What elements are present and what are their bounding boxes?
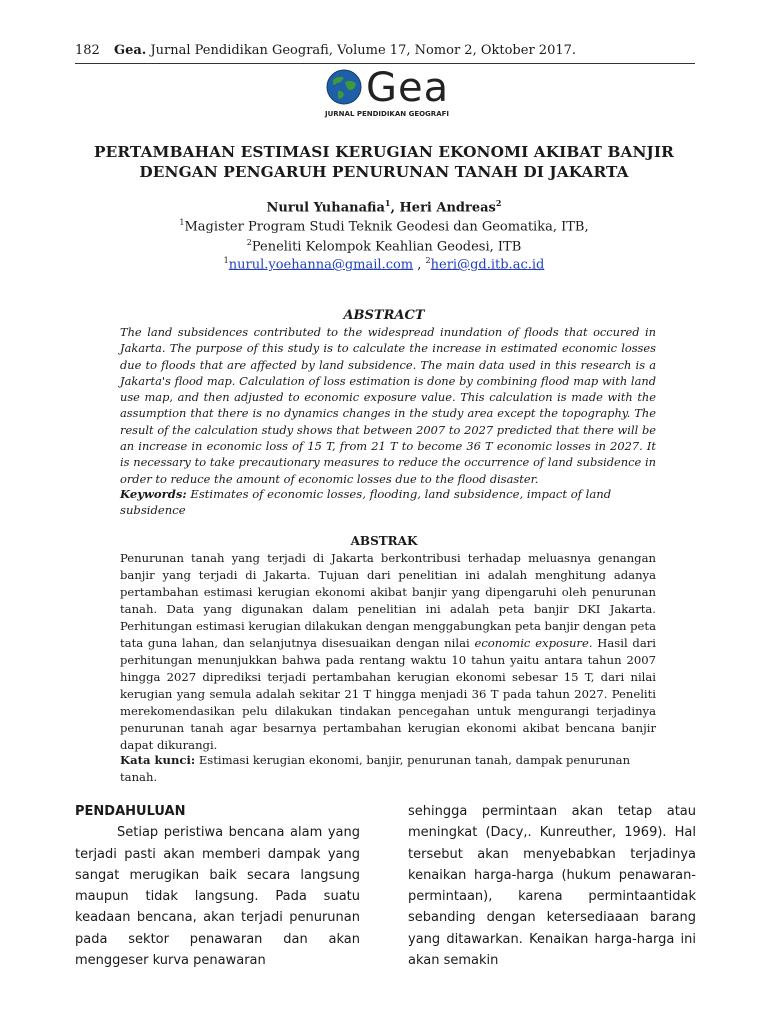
- logo-subtitle: JURNAL PENDIDIKAN GEOGRAFI: [324, 110, 449, 118]
- paper-title: [60, 142, 708, 182]
- author-separator: ,: [390, 200, 400, 216]
- body-column-left: [75, 801, 360, 971]
- kata-kunci-text: Estimasi kerugian ekonomi, banjir, penurunan tanah, dampak penurunan tanah.: [120, 753, 631, 784]
- affiliation-1-sup: 1: [179, 218, 185, 227]
- intro-paragraph-left: Setiap peristiwa bencana alam yang terjadi pasti akan memberi dampak yang sangat merugikan baik secara langsung maupun tidak langsung. Pada suatu keadaan bencana, akan terjadi penurunan pada sektor penawaran dan akan menggeser kurva penawaran: [75, 825, 360, 969]
- affiliation-1: [60, 218, 708, 234]
- email-separator: ,: [413, 257, 426, 273]
- abstrak-italic-term: economic exposure.: [474, 636, 593, 650]
- running-header: [75, 43, 695, 58]
- author-line: [60, 198, 708, 215]
- email-line: [60, 256, 708, 272]
- author-1-sup: 1: [384, 198, 391, 208]
- abstrak-text-2: Hasil dari perhitungan menunjukkan bahwa pada rentang waktu 10 tahun yaitu antara tahun 2007 hingga 2027 diprediksi terjadi pertambahan kerugian ekonomi sebesar 15 T, dari nilai kerugian yang semula adalah sekitar 21 T hingga menjadi 36 T pada tahun 2027. Peneliti merekomendasikan pelu dilakukan tindakan pencegahan untuk mengurangi terjadinya penurunan tanah agar besarnya pertambahan kerugian ekonomi akibat bencana banjir dapat dikurangi.: [120, 636, 656, 752]
- journal-citation: Jurnal Pendidikan Geografi, Volume 17, Nomor 2, Oktober 2017.: [150, 43, 577, 58]
- abstract-body: The land subsidences contributed to the widespread inundation of floods that occured in Jakarta. The purpose of this study is to calculate the increase in estimated economic losses due to floods that are affected by land subsidence. The main data used in this research is a Jakarta's flood map. Calculation of loss estimation is done by combining flood map with land use map, and then adjusted to economic exposure value. This calculation is made with the assumption that there is no dynamics changes in the study area except the topography. The result of the calculation study shows that between 2007 to 2027 predicted that there will be an increase in economic loss of 15 T, from 21 T to become 36 T economic losses in 2027. It is necessary to take precautionary measures to reduce the occurrence of land subsidence in order to reduce the amount of economic losses due to the flood disaster.: [120, 325, 656, 486]
- email-1-link[interactable]: nurul.yoehanna@gmail.com: [228, 257, 414, 273]
- email-2-sup: 2: [425, 256, 431, 265]
- abstract-keywords: [120, 486, 656, 518]
- journal-logo: [322, 67, 452, 125]
- keywords-text: Estimates of economic losses, flooding, land subsidence, impact of land subsidence: [120, 487, 612, 517]
- email-1-sup: 1: [223, 256, 229, 265]
- journal-brand: Gea.: [113, 43, 147, 58]
- body-column-right: [408, 801, 696, 971]
- keywords-label: Keywords:: [120, 487, 187, 501]
- email-2-link[interactable]: heri@gd.itb.ac.id: [430, 257, 545, 273]
- affiliation-1-text: Magister Program Studi Teknik Geodesi dan Geomatika, ITB,: [184, 219, 589, 235]
- abstrak-text-1: Penurunan tanah yang terjadi di Jakarta berkontribusi terhadap meluasnya genangan banjir yang terjadi di Jakarta. Tujuan dari penelitian ini adalah menghitung adanya pertambahan estimasi kerugian ekonomi akibat banjir yang dipengaruhi oleh penurunan tanah. Data yang digunakan dalam penelitian ini adalah peta banjir DKI Jakarta. Perhitungan estimasi kerugian dilakukan dengan menggabungkan peta banjir dengan peta tata guna lahan, dan selanjutnya disesuaikan dengan nilai: [120, 551, 656, 650]
- section-heading: PENDAHULUAN: [75, 804, 186, 819]
- title-line-2: DENGAN PENGARUH PENURUNAN TANAH DI JAKARTA: [139, 163, 629, 181]
- abstrak-body: [120, 550, 656, 754]
- abstract-heading: ABSTRACT: [343, 308, 425, 323]
- author-1: Nurul Yuhanafia: [266, 200, 385, 216]
- logo-wordmark: Gea: [366, 65, 450, 111]
- abstrak-keywords: [120, 752, 656, 786]
- title-line-1: PERTAMBAHAN ESTIMASI KERUGIAN EKONOMI AKIBAT BANJIR: [94, 143, 674, 161]
- author-2-sup: 2: [495, 198, 502, 208]
- author-2: Heri Andreas: [399, 200, 496, 216]
- affiliation-2-sup: 2: [246, 238, 252, 247]
- intro-paragraph-right: sehingga permintaan akan tetap atau meningkat (Dacy,. Kunreuther, 1969). Hal tersebut akan menyebabkan terjadinya kenaikan harga-harga (hukum penawaran-permintaan), karena permintaantidak sebanding dengan ketersediaaan barang yang ditawarkan. Kenaikan harga-harga ini akan semakin: [408, 804, 696, 969]
- abstrak-heading: ABSTRAK: [350, 534, 418, 548]
- kata-kunci-label: Kata kunci:: [120, 753, 196, 767]
- header-rule: [75, 63, 695, 64]
- affiliation-2-text: Peneliti Kelompok Keahlian Geodesi, ITB: [251, 239, 522, 255]
- page-number: 182: [75, 43, 100, 58]
- affiliation-2: [60, 238, 708, 254]
- globe-icon: [326, 69, 362, 105]
